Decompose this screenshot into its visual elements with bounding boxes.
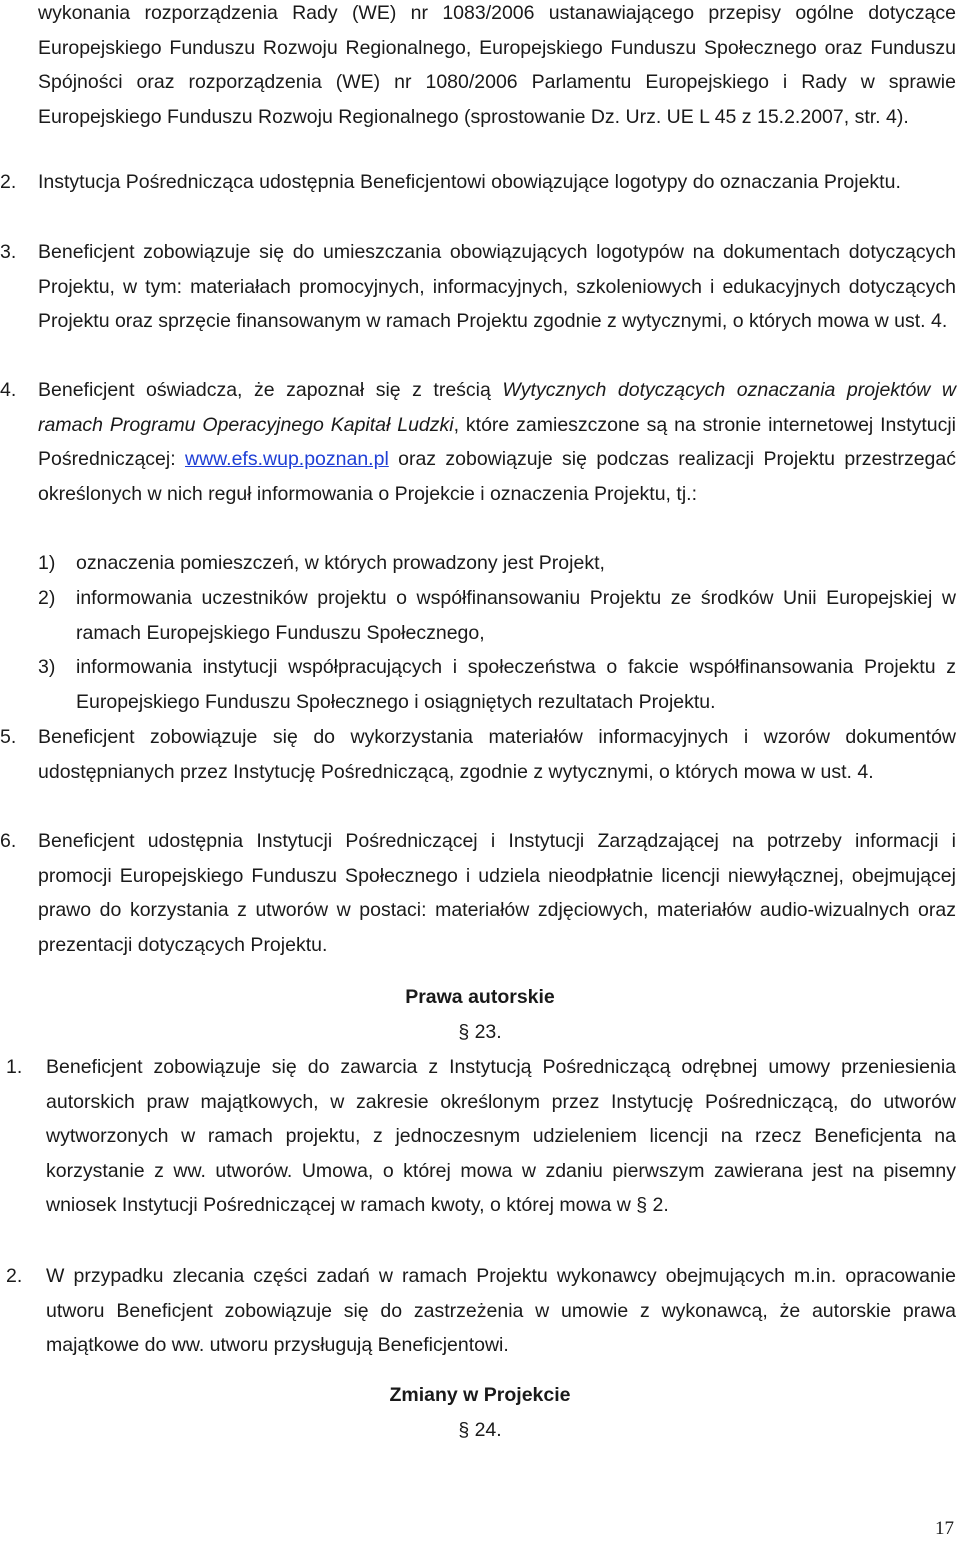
- section23-paragraph-1: [6, 1050, 956, 1223]
- list-item-number: 3): [38, 656, 56, 678]
- paragraph-text: Beneficjent udostępnia Instytucji Pośredniczącej i Instytucji Zarządzającej na potrzeby informacji i promocji Europejskiego Funduszu Społecznego i udziela nieodpłatnie licencji niewyłącznej, obejmującej prawo do korzystania z utworów w postaci: materiałów zdjęciowych, materiałów audio-wizualnych oraz prezentacji dotyczących Projektu.: [38, 830, 956, 956]
- section-heading: Prawa autorskie: [405, 986, 555, 1008]
- paragraph-text: Beneficjent zobowiązuje się do zawarcia z Instytucją Pośredniczącą odrębnej umowy przeniesienia autorskich praw majątkowych, w zakresie określonym przez Instytucję Pośredniczącą, do utworów wytworzonych w ramach projektu, z jednoczesnym udzieleniem licencji na rzecz Beneficjenta na korzystanie z ww. utworów. Umowa, o której mowa w zdaniu pierwszym zawierana jest na pisemny wniosek Instytucji Pośredniczącej w ramach kwoty, o której mowa w § 2.: [46, 1056, 956, 1216]
- paragraph-text: , które zamieszczone są na stronie internetowej Instytucji Pośredniczącej:: [38, 413, 956, 470]
- paragraph-2: [0, 165, 956, 200]
- paragraph-text: Beneficjent oświadcza, że zapoznał się z treścią: [38, 379, 503, 401]
- paragraph-text: Beneficjent zobowiązuje się do wykorzystania materiałów informacyjnych i wzorów dokumentów udostępnianych przez Instytucję Pośredniczącą, zgodnie z wytycznymi, o których mowa w ust. 4.: [38, 726, 956, 783]
- section-heading: Zmiany w Projekcie: [389, 1384, 571, 1406]
- list-item-number: 2): [38, 587, 56, 609]
- paragraph-number: 4.: [0, 379, 17, 401]
- paragraph-number: 3.: [0, 241, 17, 263]
- paragraph-text: Beneficjent zobowiązuje się do umieszczania obowiązujących logotypów na dokumentach dotyczących Projektu, w tym: materiałach promocyjnych, informacyjnych, szkoleniowych i edukacyjnych dotyczących Projektu oraz sprzęcie finansowanym w ramach Projektu zgodnie z wytycznymi, o których mowa w ust. 4.: [38, 241, 956, 332]
- list-item: [38, 546, 956, 581]
- paragraph-5: [0, 720, 956, 789]
- list-item-text: informowania instytucji współpracujących i społeczeństwa o fakcie współfinansowania Projektu z Europejskiego Funduszu Społecznego i osiągniętych rezultatach Projektu.: [76, 656, 956, 713]
- section23-paragraph-2: [6, 1259, 956, 1363]
- list-item: [38, 581, 956, 650]
- paragraph-text: W przypadku zlecania części zadań w ramach Projektu wykonawcy obejmujących m.in. opracowanie utworu Beneficjent zobowiązuje się do zastrzeżenia w umowie z wykonawcą, że autorskie prawa majątkowe do ww. utworu przysługują Beneficjentowi.: [46, 1265, 956, 1356]
- paragraph-3: [0, 235, 956, 339]
- paragraph-number: 2.: [0, 171, 17, 193]
- guidelines-title: Wytycznych dotyczących oznaczania projektów w ramach Programu Operacyjnego Kapitał Ludzki: [38, 379, 956, 436]
- list-item: [38, 650, 956, 719]
- list-item-text: oznaczenia pomieszczeń, w których prowadzony jest Projekt,: [76, 552, 605, 574]
- intro-paragraph: [38, 0, 956, 134]
- paragraph-number: 2.: [6, 1265, 23, 1287]
- list-item-number: 1): [38, 552, 56, 574]
- paragraph-6: [0, 824, 956, 962]
- paragraph-number: 1.: [6, 1056, 23, 1078]
- paragraph-text: Instytucja Pośrednicząca udostępnia Beneficjentowi obowiązujące logotypy do oznaczania Projektu.: [38, 171, 901, 193]
- page-number: 17: [935, 1518, 954, 1539]
- section-number: § 23.: [458, 1021, 502, 1043]
- paragraph-text: oraz zobowiązuje się podczas realizacji Projektu przestrzegać określonych w nich reguł informowania o Projekcie i oznaczenia Projektu, tj.:: [38, 448, 956, 505]
- paragraph-4: [0, 373, 956, 511]
- paragraph-number: 6.: [0, 830, 17, 852]
- list-item-text: informowania uczestników projektu o współfinansowaniu Projektu ze środków Unii Europejskiej w ramach Europejskiego Funduszu Społecznego,: [76, 587, 956, 644]
- section-number: § 24.: [458, 1419, 502, 1441]
- paragraph-number: 5.: [0, 726, 17, 748]
- website-link[interactable]: www.efs.wup.poznan.pl: [185, 448, 389, 470]
- intro-text: wykonania rozporządzenia Rady (WE) nr 1083/2006 ustanawiającego przepisy ogólne dotyczące Europejskiego Funduszu Rozwoju Regionalnego, Europejskiego Funduszu Społecznego oraz Funduszu Spójności oraz rozporządzenia (WE) nr 1080/2006 Parlamentu Europejskiego i Rady w sprawie Europejskiego Funduszu Rozwoju Regionalnego (sprostowanie Dz. Urz. UE L 45 z 15.2.2007, str. 4).: [38, 2, 956, 128]
